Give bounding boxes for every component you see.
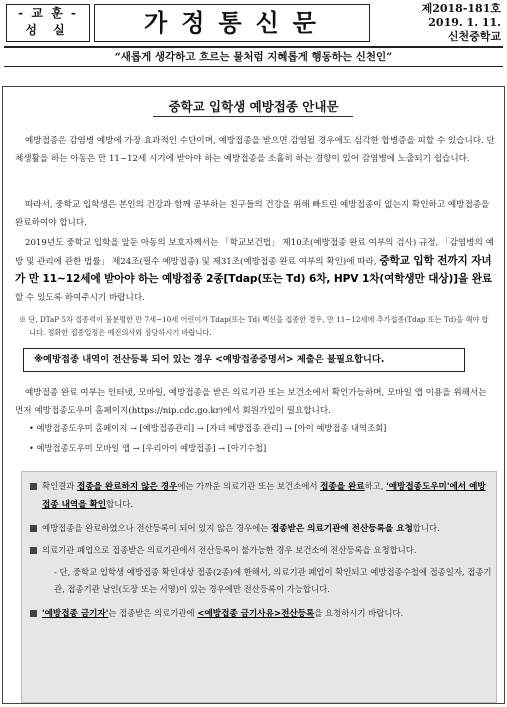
square-bullet-icon: [30, 547, 37, 554]
title-underline: [153, 116, 353, 117]
paragraph-check-methods: 예방접종 완료 여부는 인터넷, 모바일, 예방접종을 받은 의료기관 또는 보건소에서 확인가능하며, 모바일 앱 이용을 위해서는 먼저 예방접종도우미 홈페이지(https://nip.cdc.go.kr)에서 회원가입이 필요합니다.: [15, 388, 487, 416]
legal-basis-text: 2019년도 중학교 입학을 앞둔 아동의 보호자께서는 「학교보건법」 제10조(예방접종 완료 여부의 검사) 규정, 「감염병의 예방 및 관리에 관한 법률」 제24조(필수 예방접종) 및 제31조(예방접종 완료 여부의 확인)에 따라,: [15, 238, 494, 267]
issue-number: 제2018-181호: [421, 2, 501, 15]
motto-label: - 교 훈 -: [18, 6, 78, 20]
issue-date: 2019. 1. 11.: [428, 16, 501, 29]
notice-item-not-registered: 예방접종을 완료하였으나 전산등록이 되어 있지 않은 경우에는 접종받은 의료기관에 전산등록을 요청합니다.: [30, 520, 492, 538]
paragraph-therefore: 따라서, 중학교 입학생은 본인의 건강과 함께 공부하는 친구들의 건강을 위해 빠트린 예방접종이 없는지 확인하고 예방접종을 완료하여야 합니다.: [15, 200, 490, 228]
issue-meta: [422, 2, 501, 44]
square-bullet-icon: [30, 483, 37, 490]
notice-item-clinic-closed: 의료기관 폐업으로 접종받은 의료기관에서 전산등록이 불가능한 경우 보건소에 전산등록을 요청합니다.: [30, 542, 492, 559]
square-bullet-icon: [30, 525, 37, 532]
newsletter-title: 가정통신문: [94, 4, 370, 42]
paragraph-intro: 예방접종은 감염병 예방에 가장 효과적인 수단이며, 예방접종을 받으면 감염될 경우에도 심각한 합병증을 피할 수 있습니다. 단체생활을 하는 아동은 만 11~12세 시기에 받아야 하는 예방접종을 소홀히 하는 경향이 있어 감염병에 노출되기 쉽습니다.: [15, 136, 495, 164]
slogan-bottom-rule: [4, 66, 503, 67]
slogan-top-rule: [4, 46, 503, 48]
dtap-note: ※ 단, DTaP 5차 접종력이 불분명한 만 7세~10세 어린이가 Tdap(또는 Td) 백신을 접종한 경우, 만 11~12세에 추가접종(Tdap 또는 Td)을 해야 합니다. 정확한 접종일정은 예진의사와 상담하시기 바랍니다.: [19, 315, 489, 337]
notice-item-closed-exception: - 단, 중학교 입학생 예방접종 확인대상 접종(2종)에 한해서, 의료기관 폐업이 확인되고 예방접종수첩에 접종일자, 접종기관, 접종기관 날인(도장 또는 서명)이 있는 경우에만 전산등록이 가능합니다.: [54, 567, 492, 594]
certificate-not-needed-box: ※예방접종 내역이 전산등록 되어 있는 경우 <예방접종증명서> 제출은 불필요합니다.: [23, 348, 465, 372]
notice-box: [21, 471, 497, 703]
mobile-app-path-item: • 예방접종도우미 모바일 앱 → [우리아이 예방접종] → [아기수첩]: [29, 443, 267, 453]
motto-text: 성 실: [25, 23, 71, 37]
paragraph-legal-basis: [15, 235, 495, 307]
required-vaccines-text: 중학교 입학 전까지 자녀가 만 11~12세에 받아야 하는 예방접종 2종[Tdap(또는 Td) 6차, HPV 1차(여학생만 대상)]을 완료: [15, 254, 492, 285]
square-bullet-icon: [30, 610, 37, 617]
school-motto-box: [6, 4, 90, 42]
notice-item-contraindication: '예방접종 금기자'는 접종받은 의료기관에 <예방접종 금기사유>전산등록을 요청하시기 바랍니다.: [30, 605, 492, 623]
request-text: 할 수 있도록 하여주시기 바랍니다.: [15, 292, 145, 303]
school-slogan: “새롭게 생각하고 흐르는 물처럼 지혜롭게 행동하는 신천인”: [114, 51, 393, 63]
school-name: 신천중학교: [447, 30, 501, 43]
homepage-path-item: • 예방접종도우미 홈페이지 → [예방접종관리] → [자녀 예방접종 관리] → [아이 예방접종 내역조회]: [29, 423, 387, 433]
article-box: [2, 86, 505, 704]
newsletter-header: [4, 2, 503, 42]
notice-item-incomplete: 확인결과 접종을 완료하지 않은 경우에는 가까운 의료기관 또는 보건소에서 접종을 완료하고, '예방접종도우미'에서 예방접종 내역을 확인합니다.: [30, 478, 492, 514]
article-title: 중학교 입학생 예방접종 안내문: [168, 99, 339, 114]
